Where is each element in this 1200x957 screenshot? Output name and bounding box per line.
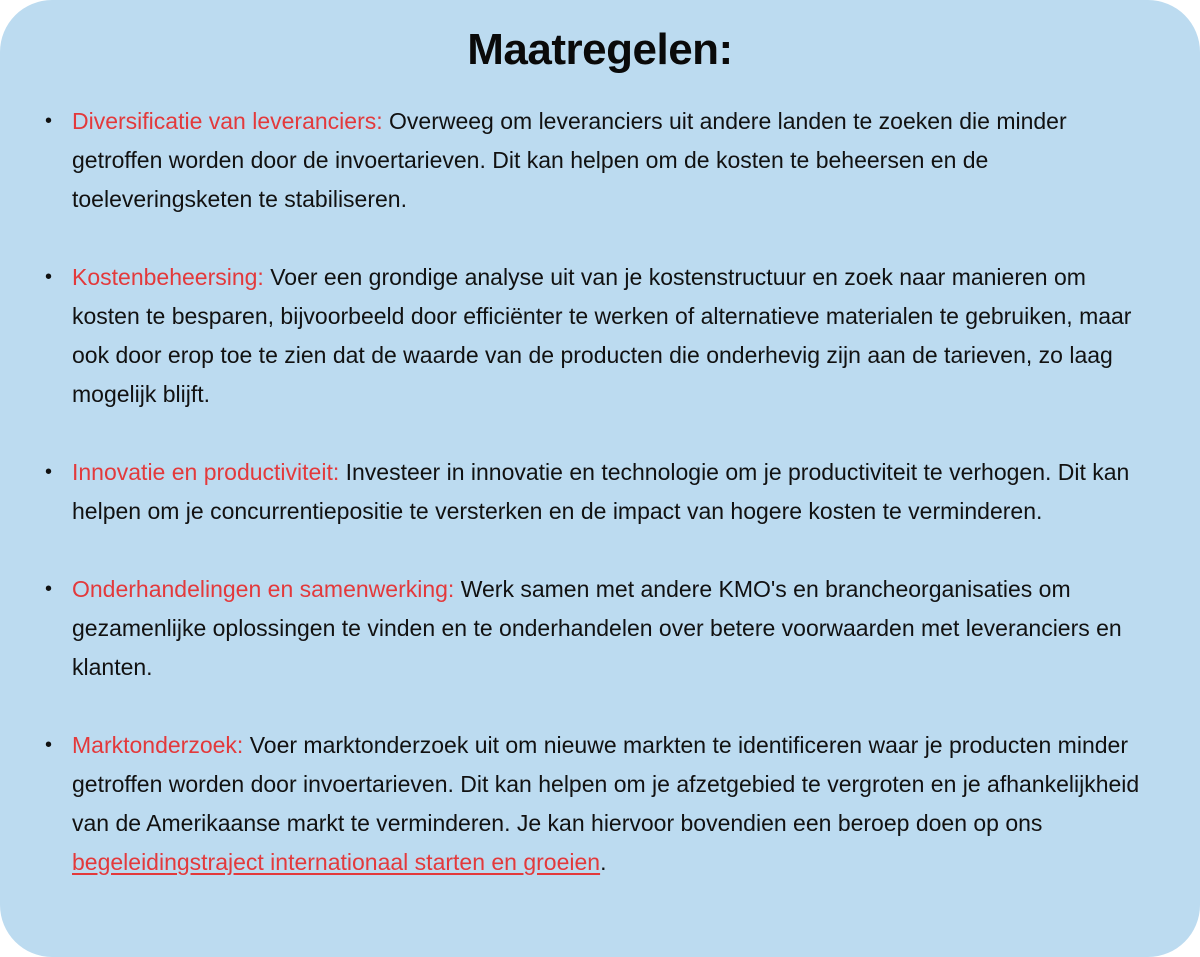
bullet-icon: • — [45, 461, 53, 483]
list-item — [45, 570, 1160, 687]
item-text: Werk samen met andere KMO's en brancheorganisaties om gezamenlijke oplossingen te vinden en te onderhandelen over betere voorwaarden met leveranciers en klanten. — [72, 576, 1122, 680]
item-text-end: . — [600, 849, 607, 875]
list-item — [45, 258, 1160, 414]
item-text: Voer een grondige analyse uit van je kostenstructuur en zoek naar manieren om kosten te besparen, bijvoorbeeld door efficiënter te werken of alternatieve materialen te gebruiken, maar ook door erop toe te zien dat de waarde van de producten die onderhevig zijn aan de tarieven, zo laag mogelijk blijft. — [72, 264, 1132, 407]
item-term: Onderhandelingen en samenwerking: — [72, 576, 455, 602]
bullet-icon: • — [45, 110, 53, 132]
bullet-icon: • — [45, 734, 53, 756]
list-item — [45, 102, 1160, 219]
item-text: Overweeg om leveranciers uit andere landen te zoeken die minder getroffen worden door de invoertarieven. Dit kan helpen om de kosten te beheersen en de toeleveringsketen te stabiliseren. — [72, 108, 1067, 212]
bullet-icon: • — [45, 266, 53, 288]
item-term: Diversificatie van leveranciers: — [72, 108, 383, 134]
measures-list — [45, 102, 1160, 882]
item-term: Innovatie en productiviteit: — [72, 459, 340, 485]
item-text: Investeer in innovatie en technologie om je productiviteit te verhogen. Dit kan helpen om je concurrentiepositie te versterken en de impact van hogere kosten te verminderen. — [72, 459, 1130, 524]
list-item — [45, 726, 1160, 882]
page-title: Maatregelen: — [467, 25, 733, 74]
item-text: Voer marktonderzoek uit om nieuwe markten te identificeren waar je producten minder getroffen worden door invoertarieven. Dit kan helpen om je afzetgebied te vergroten en je afhankelijkheid van de Amerikaanse markt te verminderen. Je kan hiervoor bovendien een beroep doen op ons — [72, 732, 1140, 836]
item-term: Marktonderzoek: — [72, 732, 244, 758]
item-term: Kostenbeheersing: — [72, 264, 264, 290]
list-item — [45, 453, 1160, 531]
bullet-icon: • — [45, 578, 53, 600]
begeleidingstraject-link[interactable]: begeleidingstraject internationaal starten en groeien — [72, 849, 601, 875]
